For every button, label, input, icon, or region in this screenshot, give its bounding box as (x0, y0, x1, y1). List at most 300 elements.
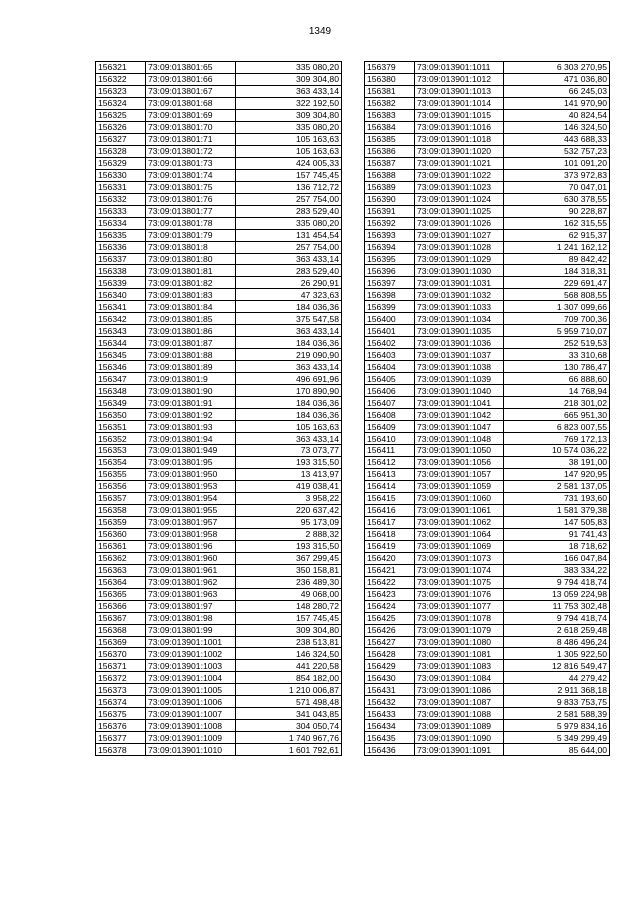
table-row (96, 133, 342, 145)
value-cell: 283 529,40 (236, 205, 342, 217)
cadastral-number-cell: 73:09:013801:97 (146, 600, 236, 612)
value-cell: 1 601 792,61 (236, 744, 342, 756)
table-row (96, 564, 342, 576)
table-row (96, 397, 342, 409)
value-cell: 5 979 834,16 (504, 720, 610, 732)
row-number-cell: 156411 (365, 445, 415, 457)
row-number-cell: 156350 (96, 409, 146, 421)
cadastral-number-cell: 73:09:013801:90 (146, 385, 236, 397)
table-row (96, 229, 342, 241)
row-number-cell: 156383 (365, 109, 415, 121)
value-cell: 157 745,45 (236, 169, 342, 181)
row-number-cell: 156422 (365, 576, 415, 588)
right-table (364, 61, 610, 756)
row-number-cell: 156362 (96, 552, 146, 564)
table-row (365, 217, 610, 229)
table-row (365, 720, 610, 732)
value-cell: 252 519,53 (504, 337, 610, 349)
table-row (365, 480, 610, 492)
row-number-cell: 156389 (365, 181, 415, 193)
value-cell: 1 305 922,50 (504, 648, 610, 660)
table-row (365, 193, 610, 205)
value-cell: 375 547,58 (236, 313, 342, 325)
table-row (96, 744, 342, 756)
table-row (365, 624, 610, 636)
value-cell: 91 741,43 (504, 528, 610, 540)
cadastral-number-cell: 73:09:013801:950 (146, 468, 236, 480)
value-cell: 193 315,50 (236, 540, 342, 552)
value-cell: 220 637,42 (236, 504, 342, 516)
value-cell: 367 299,45 (236, 552, 342, 564)
row-number-cell: 156339 (96, 277, 146, 289)
row-number-cell: 156388 (365, 169, 415, 181)
table-row (365, 696, 610, 708)
value-cell: 1 581 379,38 (504, 504, 610, 516)
cadastral-number-cell: 73:09:013901:1033 (415, 301, 504, 313)
value-cell: 424 005,33 (236, 157, 342, 169)
cadastral-number-cell: 73:09:013901:1032 (415, 289, 504, 301)
cadastral-number-cell: 73:09:013901:1011 (415, 62, 504, 74)
cadastral-number-cell: 73:09:013801:78 (146, 217, 236, 229)
value-cell: 363 433,14 (236, 433, 342, 445)
cadastral-number-cell: 73:09:013901:1076 (415, 588, 504, 600)
table-row (96, 253, 342, 265)
table-row (96, 385, 342, 397)
row-number-cell: 156321 (96, 62, 146, 74)
cadastral-number-cell: 73:09:013901:1035 (415, 325, 504, 337)
value-cell: 146 324,50 (504, 121, 610, 133)
value-cell: 709 700,36 (504, 313, 610, 325)
row-number-cell: 156401 (365, 325, 415, 337)
cadastral-number-cell: 73:09:013901:1031 (415, 277, 504, 289)
cadastral-number-cell: 73:09:013801:76 (146, 193, 236, 205)
value-cell: 335 080,20 (236, 121, 342, 133)
row-number-cell: 156432 (365, 696, 415, 708)
row-number-cell: 156421 (365, 564, 415, 576)
table-row (96, 373, 342, 385)
cadastral-number-cell: 73:09:013801:94 (146, 433, 236, 445)
row-number-cell: 156341 (96, 301, 146, 313)
row-number-cell: 156333 (96, 205, 146, 217)
row-number-cell: 156374 (96, 696, 146, 708)
row-number-cell: 156369 (96, 636, 146, 648)
row-number-cell: 156363 (96, 564, 146, 576)
table-row (365, 109, 610, 121)
value-cell: 10 574 036,22 (504, 445, 610, 457)
table-row (365, 684, 610, 696)
row-number-cell: 156397 (365, 277, 415, 289)
cadastral-number-cell: 73:09:013901:1060 (415, 492, 504, 504)
cadastral-number-cell: 73:09:013901:1084 (415, 672, 504, 684)
cadastral-number-cell: 73:09:013901:1088 (415, 708, 504, 720)
cadastral-number-cell: 73:09:013901:1089 (415, 720, 504, 732)
row-number-cell: 156356 (96, 480, 146, 492)
table-row (96, 624, 342, 636)
cadastral-number-cell: 73:09:013901:1077 (415, 600, 504, 612)
value-cell: 3 958,22 (236, 492, 342, 504)
cadastral-number-cell: 73:09:013801:954 (146, 492, 236, 504)
cadastral-number-cell: 73:09:013901:1021 (415, 157, 504, 169)
value-cell: 383 334,22 (504, 564, 610, 576)
row-number-cell: 156345 (96, 349, 146, 361)
row-number-cell: 156380 (365, 73, 415, 85)
row-number-cell: 156337 (96, 253, 146, 265)
value-cell: 496 691,96 (236, 373, 342, 385)
table-row (96, 660, 342, 672)
cadastral-number-cell: 73:09:013801:74 (146, 169, 236, 181)
value-cell: 769 172,13 (504, 433, 610, 445)
row-number-cell: 156412 (365, 456, 415, 468)
row-number-cell: 156331 (96, 181, 146, 193)
table-row (365, 732, 610, 744)
value-cell: 184 318,31 (504, 265, 610, 277)
row-number-cell: 156355 (96, 468, 146, 480)
cadastral-number-cell: 73:09:013901:1008 (146, 720, 236, 732)
cadastral-number-cell: 73:09:013801:65 (146, 62, 236, 74)
cadastral-number-cell: 73:09:013801:955 (146, 504, 236, 516)
value-cell: 141 970,90 (504, 97, 610, 109)
cadastral-number-cell: 73:09:013901:1001 (146, 636, 236, 648)
value-cell: 236 489,30 (236, 576, 342, 588)
row-number-cell: 156396 (365, 265, 415, 277)
value-cell: 193 315,50 (236, 456, 342, 468)
row-number-cell: 156400 (365, 313, 415, 325)
row-number-cell: 156381 (365, 85, 415, 97)
cadastral-number-cell: 73:09:013901:1014 (415, 97, 504, 109)
value-cell: 363 433,14 (236, 361, 342, 373)
row-number-cell: 156436 (365, 744, 415, 756)
cadastral-number-cell: 73:09:013901:1015 (415, 109, 504, 121)
row-number-cell: 156323 (96, 85, 146, 97)
row-number-cell: 156417 (365, 516, 415, 528)
table-row (365, 397, 610, 409)
cadastral-number-cell: 73:09:013901:1061 (415, 504, 504, 516)
row-number-cell: 156415 (365, 492, 415, 504)
value-cell: 854 182,00 (236, 672, 342, 684)
page-number: 1349 (308, 26, 332, 37)
row-number-cell: 156424 (365, 600, 415, 612)
value-cell: 1 307 099,66 (504, 301, 610, 313)
cadastral-number-cell: 73:09:013901:1036 (415, 337, 504, 349)
table-row (365, 552, 610, 564)
value-cell: 26 290,91 (236, 277, 342, 289)
cadastral-number-cell: 73:09:013801:957 (146, 516, 236, 528)
cadastral-number-cell: 73:09:013801:962 (146, 576, 236, 588)
row-number-cell: 156414 (365, 480, 415, 492)
table-row (96, 109, 342, 121)
table-row (365, 169, 610, 181)
row-number-cell: 156379 (365, 62, 415, 74)
table-row (96, 97, 342, 109)
cadastral-number-cell: 73:09:013901:1041 (415, 397, 504, 409)
row-number-cell: 156429 (365, 660, 415, 672)
table-row (96, 73, 342, 85)
table-row (365, 157, 610, 169)
row-number-cell: 156426 (365, 624, 415, 636)
row-number-cell: 156406 (365, 385, 415, 397)
value-cell: 148 280,72 (236, 600, 342, 612)
cadastral-number-cell: 73:09:013901:1075 (415, 576, 504, 588)
table-row (365, 588, 610, 600)
value-cell: 2 618 259,48 (504, 624, 610, 636)
row-number-cell: 156375 (96, 708, 146, 720)
value-cell: 101 091,20 (504, 157, 610, 169)
cadastral-number-cell: 73:09:013901:1010 (146, 744, 236, 756)
table-row (365, 373, 610, 385)
table-row (365, 265, 610, 277)
table-row (365, 612, 610, 624)
value-cell: 1 740 967,76 (236, 732, 342, 744)
row-number-cell: 156340 (96, 289, 146, 301)
cadastral-number-cell: 73:09:013901:1039 (415, 373, 504, 385)
value-cell: 532 757,23 (504, 145, 610, 157)
table-row (96, 588, 342, 600)
row-number-cell: 156410 (365, 433, 415, 445)
table-row (96, 612, 342, 624)
row-number-cell: 156370 (96, 648, 146, 660)
table-row (96, 121, 342, 133)
table-row (96, 205, 342, 217)
cadastral-number-cell: 73:09:013901:1078 (415, 612, 504, 624)
value-cell: 33 310,68 (504, 349, 610, 361)
value-cell: 12 816 549,47 (504, 660, 610, 672)
value-cell: 14 768,94 (504, 385, 610, 397)
table-row (365, 337, 610, 349)
table-row (365, 492, 610, 504)
row-number-cell: 156434 (365, 720, 415, 732)
value-cell: 66 245,03 (504, 85, 610, 97)
table-row (96, 217, 342, 229)
table-row (365, 325, 610, 337)
row-number-cell: 156359 (96, 516, 146, 528)
value-cell: 157 745,45 (236, 612, 342, 624)
table-row (365, 205, 610, 217)
cadastral-number-cell: 73:09:013901:1074 (415, 564, 504, 576)
value-cell: 335 080,20 (236, 217, 342, 229)
cadastral-number-cell: 73:09:013801:9 (146, 373, 236, 385)
row-number-cell: 156408 (365, 409, 415, 421)
value-cell: 2 911 368,18 (504, 684, 610, 696)
row-number-cell: 156351 (96, 421, 146, 433)
table-row (96, 265, 342, 277)
cadastral-number-cell: 73:09:013901:1025 (415, 205, 504, 217)
cadastral-number-cell: 73:09:013901:1047 (415, 421, 504, 433)
table-row (96, 445, 342, 457)
value-cell: 218 301,02 (504, 397, 610, 409)
row-number-cell: 156354 (96, 456, 146, 468)
row-number-cell: 156342 (96, 313, 146, 325)
value-cell: 66 888,60 (504, 373, 610, 385)
table-row (96, 696, 342, 708)
cadastral-number-cell: 73:09:013901:1016 (415, 121, 504, 133)
row-number-cell: 156435 (365, 732, 415, 744)
row-number-cell: 156387 (365, 157, 415, 169)
cadastral-number-cell: 73:09:013801:85 (146, 313, 236, 325)
table-row (96, 181, 342, 193)
row-number-cell: 156366 (96, 600, 146, 612)
row-number-cell: 156371 (96, 660, 146, 672)
cadastral-number-cell: 73:09:013801:75 (146, 181, 236, 193)
value-cell: 105 163,63 (236, 421, 342, 433)
value-cell: 309 304,80 (236, 624, 342, 636)
value-cell: 441 220,58 (236, 660, 342, 672)
value-cell: 5 349 299,49 (504, 732, 610, 744)
cadastral-number-cell: 73:09:013901:1007 (146, 708, 236, 720)
cadastral-number-cell: 73:09:013801:69 (146, 109, 236, 121)
value-cell: 40 824,54 (504, 109, 610, 121)
row-number-cell: 156395 (365, 253, 415, 265)
value-cell: 170 890,90 (236, 385, 342, 397)
value-cell: 95 173,09 (236, 516, 342, 528)
value-cell: 13 059 224,98 (504, 588, 610, 600)
table-row (365, 229, 610, 241)
table-row (96, 672, 342, 684)
cadastral-number-cell: 73:09:013801:67 (146, 85, 236, 97)
value-cell: 184 036,36 (236, 409, 342, 421)
cadastral-number-cell: 73:09:013801:88 (146, 349, 236, 361)
cadastral-number-cell: 73:09:013901:1038 (415, 361, 504, 373)
cadastral-number-cell: 73:09:013901:1029 (415, 253, 504, 265)
row-number-cell: 156336 (96, 241, 146, 253)
row-number-cell: 156334 (96, 217, 146, 229)
row-number-cell: 156358 (96, 504, 146, 516)
value-cell: 5 959 710,07 (504, 325, 610, 337)
cadastral-number-cell: 73:09:013801:70 (146, 121, 236, 133)
row-number-cell: 156349 (96, 397, 146, 409)
value-cell: 471 036,80 (504, 73, 610, 85)
cadastral-number-cell: 73:09:013901:1086 (415, 684, 504, 696)
value-cell: 731 193,60 (504, 492, 610, 504)
cadastral-number-cell: 73:09:013901:1064 (415, 528, 504, 540)
cadastral-number-cell: 73:09:013901:1028 (415, 241, 504, 253)
value-cell: 70 047,01 (504, 181, 610, 193)
value-cell: 85 644,00 (504, 744, 610, 756)
value-cell: 184 036,36 (236, 301, 342, 313)
cadastral-number-cell: 73:09:013901:1087 (415, 696, 504, 708)
table-row (96, 720, 342, 732)
value-cell: 44 279,42 (504, 672, 610, 684)
row-number-cell: 156368 (96, 624, 146, 636)
table-row (365, 349, 610, 361)
value-cell: 1 241 162,12 (504, 241, 610, 253)
cadastral-number-cell: 73:09:013901:1059 (415, 480, 504, 492)
table-row (365, 421, 610, 433)
row-number-cell: 156382 (365, 97, 415, 109)
value-cell: 341 043,85 (236, 708, 342, 720)
table-row (365, 433, 610, 445)
value-cell: 443 688,33 (504, 133, 610, 145)
value-cell: 18 718,62 (504, 540, 610, 552)
table-row (365, 313, 610, 325)
value-cell: 304 050,74 (236, 720, 342, 732)
value-cell: 131 454,54 (236, 229, 342, 241)
row-number-cell: 156338 (96, 265, 146, 277)
table-row (365, 660, 610, 672)
row-number-cell: 156328 (96, 145, 146, 157)
value-cell: 373 972,83 (504, 169, 610, 181)
row-number-cell: 156430 (365, 672, 415, 684)
cadastral-number-cell: 73:09:013801:91 (146, 397, 236, 409)
cadastral-number-cell: 73:09:013901:1020 (415, 145, 504, 157)
cadastral-number-cell: 73:09:013901:1057 (415, 468, 504, 480)
row-number-cell: 156393 (365, 229, 415, 241)
table-row (365, 445, 610, 457)
cadastral-number-cell: 73:09:013901:1027 (415, 229, 504, 241)
cadastral-number-cell: 73:09:013901:1042 (415, 409, 504, 421)
cadastral-number-cell: 73:09:013901:1005 (146, 684, 236, 696)
row-number-cell: 156403 (365, 349, 415, 361)
row-number-cell: 156378 (96, 744, 146, 756)
row-number-cell: 156330 (96, 169, 146, 181)
row-number-cell: 156413 (365, 468, 415, 480)
row-number-cell: 156423 (365, 588, 415, 600)
value-cell: 9 833 753,75 (504, 696, 610, 708)
cadastral-number-cell: 73:09:013901:1090 (415, 732, 504, 744)
table-row (96, 349, 342, 361)
table-row (365, 253, 610, 265)
row-number-cell: 156348 (96, 385, 146, 397)
table-row (365, 504, 610, 516)
table-row (96, 337, 342, 349)
cadastral-number-cell: 73:09:013901:1091 (415, 744, 504, 756)
table-row (96, 193, 342, 205)
row-number-cell: 156409 (365, 421, 415, 433)
table-row (365, 145, 610, 157)
cadastral-number-cell: 73:09:013801:96 (146, 540, 236, 552)
table-row (365, 361, 610, 373)
cadastral-number-cell: 73:09:013801:79 (146, 229, 236, 241)
cadastral-number-cell: 73:09:013901:1081 (415, 648, 504, 660)
table-row (96, 85, 342, 97)
table-row (365, 576, 610, 588)
row-number-cell: 156324 (96, 97, 146, 109)
table-row (365, 62, 610, 74)
cadastral-number-cell: 73:09:013801:960 (146, 552, 236, 564)
cadastral-number-cell: 73:09:013901:1024 (415, 193, 504, 205)
cadastral-number-cell: 73:09:013901:1079 (415, 624, 504, 636)
table-row (365, 85, 610, 97)
row-number-cell: 156352 (96, 433, 146, 445)
row-number-cell: 156427 (365, 636, 415, 648)
cadastral-number-cell: 73:09:013801:83 (146, 289, 236, 301)
table-row (365, 301, 610, 313)
cadastral-number-cell: 73:09:013801:953 (146, 480, 236, 492)
row-number-cell: 156346 (96, 361, 146, 373)
row-number-cell: 156364 (96, 576, 146, 588)
table-row (96, 157, 342, 169)
value-cell: 219 090,90 (236, 349, 342, 361)
row-number-cell: 156428 (365, 648, 415, 660)
cadastral-number-cell: 73:09:013801:66 (146, 73, 236, 85)
table-row (365, 241, 610, 253)
cadastral-number-cell: 73:09:013901:1073 (415, 552, 504, 564)
cadastral-number-cell: 73:09:013901:1062 (415, 516, 504, 528)
cadastral-number-cell: 73:09:013901:1003 (146, 660, 236, 672)
row-number-cell: 156404 (365, 361, 415, 373)
table-row (96, 421, 342, 433)
row-number-cell: 156416 (365, 504, 415, 516)
table-row (365, 97, 610, 109)
cadastral-number-cell: 73:09:013801:81 (146, 265, 236, 277)
value-cell: 1 210 006,87 (236, 684, 342, 696)
cadastral-number-cell: 73:09:013901:1037 (415, 349, 504, 361)
value-cell: 147 920,95 (504, 468, 610, 480)
table-row (365, 540, 610, 552)
row-number-cell: 156325 (96, 109, 146, 121)
value-cell: 9 794 418,74 (504, 612, 610, 624)
row-number-cell: 156360 (96, 528, 146, 540)
row-number-cell: 156433 (365, 708, 415, 720)
